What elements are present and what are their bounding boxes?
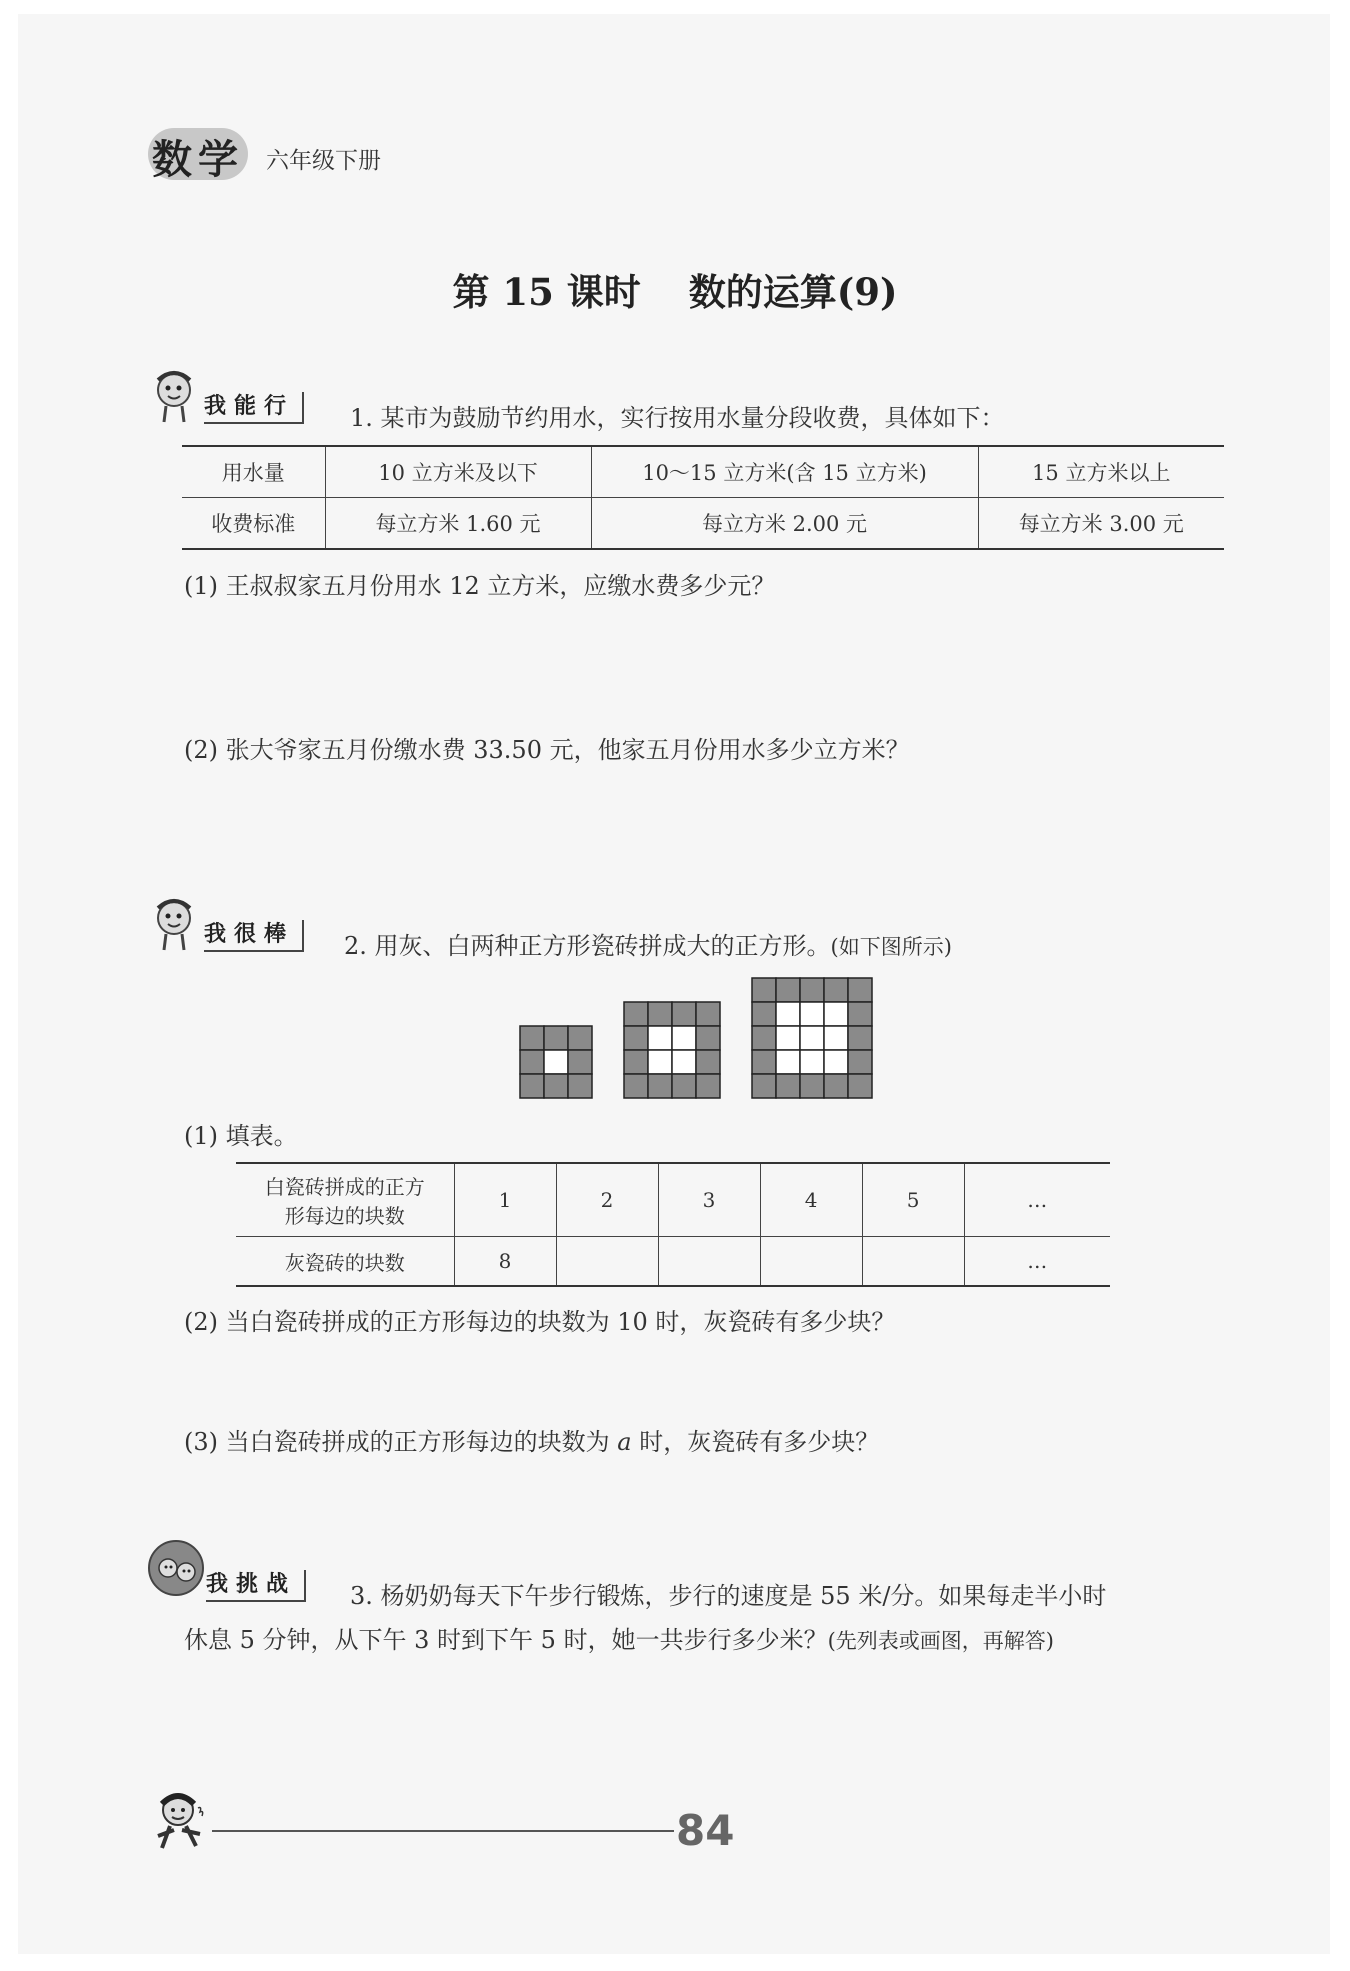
gray-tile — [752, 978, 776, 1002]
section-tag-great: 我很棒 — [204, 920, 304, 952]
table-cell: 每立方米 3.00 元 — [978, 498, 1224, 550]
question-2-part-3 — [184, 1422, 879, 1457]
subject-title: 数学 — [152, 137, 244, 183]
gray-tile — [824, 1074, 848, 1098]
gray-tile — [752, 1050, 776, 1074]
table-cell: 5 — [862, 1163, 964, 1237]
gray-tile — [568, 1026, 592, 1050]
gray-tile — [568, 1050, 592, 1074]
table-row — [236, 1163, 1110, 1237]
question-3-note: (先列表或画图，再解答) — [827, 1629, 1054, 1653]
question-1-stem: 1. 某市为鼓励节约用水，实行按用水量分段收费，具体如下： — [350, 404, 1005, 432]
gray-tile — [848, 1026, 872, 1050]
grade-label: 六年级下册 — [266, 148, 381, 174]
gray-tile — [520, 1074, 544, 1098]
gray-tile — [800, 978, 824, 1002]
table-cell: 10～15 立方米(含 15 立方米) — [591, 446, 978, 498]
white-tile — [776, 1026, 800, 1050]
gray-tile — [624, 1002, 648, 1026]
tile-figure-2 — [624, 1002, 720, 1098]
tile-count-table — [236, 1162, 1110, 1287]
question-1-part-2: (2) 张大爷家五月份缴水费 33.50 元，他家五月份用水多少立方米？ — [184, 736, 910, 764]
table-cell: 15 立方米以上 — [978, 446, 1224, 498]
gray-tile — [520, 1026, 544, 1050]
table-cell: 1 — [454, 1163, 556, 1237]
gray-tile — [776, 1074, 800, 1098]
tile-figure-3 — [752, 978, 872, 1098]
gray-tile — [696, 1002, 720, 1026]
table-cell: 收费标准 — [182, 498, 325, 550]
table-cell: … — [964, 1237, 1110, 1287]
page-number: 84 — [676, 1806, 735, 1855]
tile-figure-1 — [520, 1026, 592, 1098]
gray-tile — [568, 1074, 592, 1098]
white-tile — [672, 1026, 696, 1050]
gray-tile — [624, 1074, 648, 1098]
gray-tile — [696, 1074, 720, 1098]
table-cell: 8 — [454, 1237, 556, 1287]
gray-tile — [648, 1002, 672, 1026]
white-tile — [648, 1026, 672, 1050]
section-tag-can-do: 我能行 — [204, 392, 304, 424]
gray-tile — [800, 1074, 824, 1098]
question-3-text: 休息 5 分钟，从下午 3 时到下午 5 时，她一共步行多少米？ — [184, 1626, 828, 1654]
gray-tile — [752, 1002, 776, 1026]
gray-tile — [624, 1026, 648, 1050]
question-3-line-1: 3. 杨奶奶每天下午步行锻炼，步行的速度是 55 米/分。如果每走半小时 — [350, 1582, 1107, 1610]
section-tag-challenge: 我挑战 — [206, 1570, 306, 1602]
table-header-cell — [236, 1163, 454, 1237]
gray-tile — [624, 1050, 648, 1074]
gray-tile — [520, 1050, 544, 1074]
white-tile — [824, 1026, 848, 1050]
gray-tile — [752, 1074, 776, 1098]
answer-cell[interactable] — [658, 1237, 760, 1287]
table-cell: 每立方米 1.60 元 — [325, 498, 591, 550]
gray-tile — [544, 1026, 568, 1050]
header-line: 形每边的块数 — [284, 1204, 405, 1228]
table-cell: 4 — [760, 1163, 862, 1237]
part-3-text-a: (3) 当白瓷砖拼成的正方形每边的块数为 — [184, 1428, 618, 1456]
gray-tile — [696, 1026, 720, 1050]
part-3-text-b: 时，灰瓷砖有多少块？ — [631, 1428, 880, 1456]
answer-cell[interactable] — [862, 1237, 964, 1287]
table-cell: 灰瓷砖的块数 — [236, 1237, 454, 1287]
gray-tile — [752, 1026, 776, 1050]
table-cell: 10 立方米及以下 — [325, 446, 591, 498]
table-row — [236, 1237, 1110, 1287]
answer-cell[interactable] — [556, 1237, 658, 1287]
gray-tile — [648, 1074, 672, 1098]
gray-tile — [776, 978, 800, 1002]
table-cell: … — [964, 1163, 1110, 1237]
white-tile — [776, 1050, 800, 1074]
lesson-number: 第 15 课时 — [452, 270, 641, 314]
white-tile — [672, 1050, 696, 1074]
white-tile — [824, 1050, 848, 1074]
gray-tile — [672, 1002, 696, 1026]
lesson-topic: 数的运算(9) — [688, 270, 898, 314]
table-cell: 3 — [658, 1163, 760, 1237]
gray-tile — [848, 1050, 872, 1074]
question-3-line-2 — [184, 1620, 1054, 1655]
footer-rule — [212, 1830, 674, 1832]
question-2-part-2: (2) 当白瓷砖拼成的正方形每边的块数为 10 时，灰瓷砖有多少块？ — [184, 1308, 896, 1336]
table-cell: 每立方米 2.00 元 — [591, 498, 978, 550]
answer-cell[interactable] — [760, 1237, 862, 1287]
gray-tile — [544, 1074, 568, 1098]
question-2-part-1: (1) 填表。 — [184, 1122, 298, 1150]
question-2-note: (如下图所示) — [830, 935, 952, 959]
white-tile — [800, 1002, 824, 1026]
gray-tile — [696, 1050, 720, 1074]
gray-tile — [848, 1074, 872, 1098]
white-tile — [648, 1050, 672, 1074]
gray-tile — [848, 1002, 872, 1026]
white-tile — [544, 1050, 568, 1074]
table-cell: 2 — [556, 1163, 658, 1237]
white-tile — [800, 1026, 824, 1050]
white-tile — [776, 1002, 800, 1026]
white-tile — [800, 1050, 824, 1074]
question-2-text: 2. 用灰、白两种正方形瓷砖拼成大的正方形。 — [344, 932, 831, 960]
kids-mascot-icon — [146, 1538, 206, 1598]
gray-tile — [672, 1074, 696, 1098]
runner-mascot-icon — [148, 1790, 210, 1862]
header-line: 白瓷砖拼成的正方 — [264, 1175, 425, 1199]
table-cell: 用水量 — [182, 446, 325, 498]
question-1-part-1: (1) 王叔叔家五月份用水 12 立方米，应缴水费多少元？ — [184, 572, 776, 600]
gray-tile — [848, 978, 872, 1002]
variable-a: a — [617, 1428, 632, 1456]
white-tile — [824, 1002, 848, 1026]
gray-tile — [824, 978, 848, 1002]
